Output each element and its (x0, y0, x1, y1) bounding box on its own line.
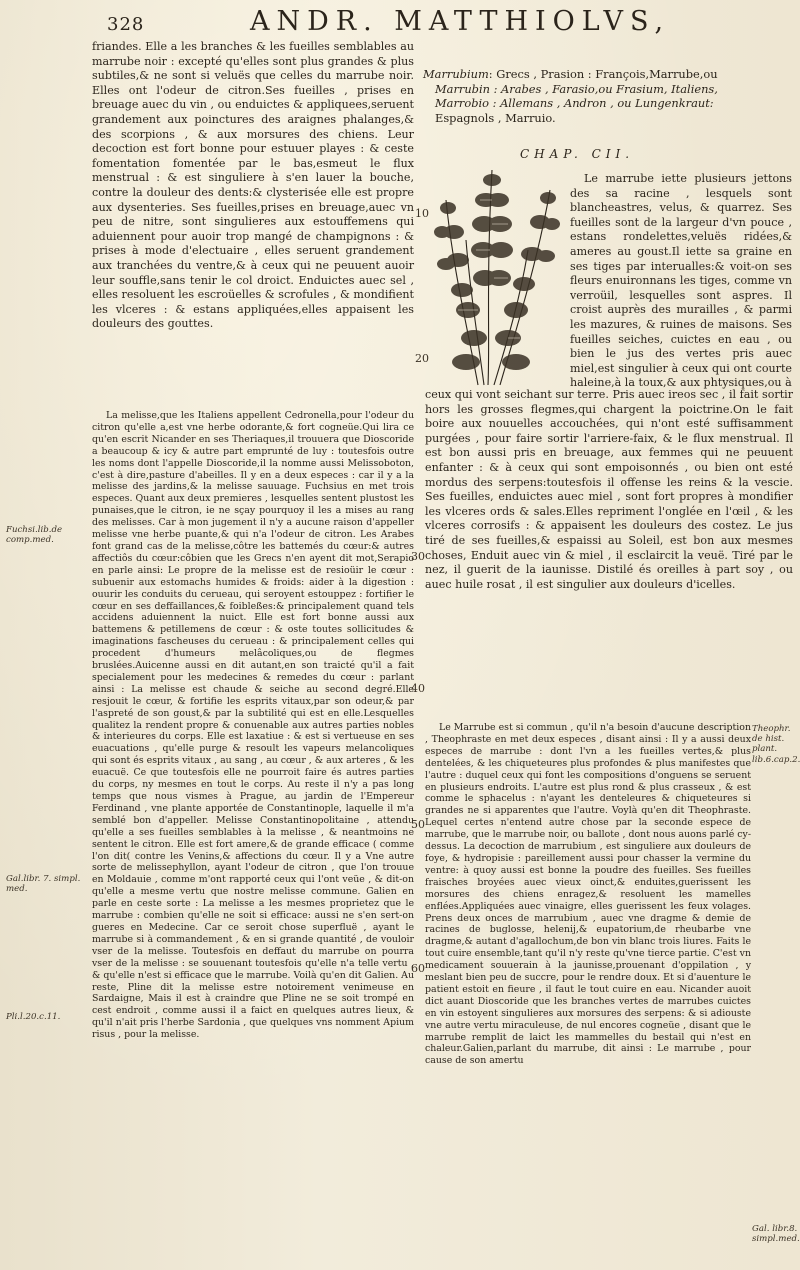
right-commentary-paragraph: Le Marrube est si commun , qu'il n'a besoin d'aucune description , Theophraste en met deux especes , disant ainsi : Il y a aussi deux especes de marrube : dont l'vn a les fueilles vertes,& plus dentelées, & les chiqueteures plus profondes & plus manifestes que l'autre : duquel ceux qui font les compositions d'onguens se seruent en plusieurs endroits. L'autre est plus rond & plus crasseux , & est comme le sphacelus : n'ayant les denteleures & chiqueteures si grandes ne si apparentes que l'autre. Voylà qu'en dit Theophraste. Lequel certes n'entend autre chose par la seconde espece de marrube, que le marrube noir, ou ballote , dont nous auons parlé cy-dessus. La decoction de marrubium , est singuliere aux douleurs de foye, & hydropisie : pareillement aussi pour chasser la vermine du ventre: à quoy aussi est bonne la poudre des fueilles. Ses fueilles fraisches broyées auec vieux oinct,& enduites,guerissent les morsures des chiens enragez,& resoluent les mamelles enflées.Appliquées auec vinaigre, elles guerissent les feux volages. Prens deux onces de marrubium , auec vne dragme & demie de racines de buglosse, helenij,& eupatorium,de rheubarbe vne dragme,& autant d'agallochum,de bon vin blanc trois liures. Faits le tout cuire ensemble,tant qu'il n'y reste qu'vne tierce partie. C'est vn medicament souuerain à la jaunisse,prouenant d'oppilation , y meslant bien peu de succre, pour le rendre doux. Et si d'auenture le patient estoit en fieure , il faut le tout cuire en eau. Nicander auoit dict auant Dioscoride que les branches vertes de marrubes cuictes en vin estoyent singulieres aux morsures des serpens: & si adiouste vne autre vertu miraculeuse, de nul encores cogneüe , disant que le marrube remplit de laict les mammelles du bestail qui n'est en chaleur.Galien,parlant du marrube, dit ainsi : Le marrube , pour cause de son amertu (425, 722, 751, 1067)
marrube-plant-woodcut-icon (428, 160, 566, 388)
running-header (0, 4, 800, 38)
right-main-text-wide (425, 388, 793, 690)
line-number-10: 10 (415, 207, 429, 220)
margin-note-galen-right: Gal. libr.8. simpl.med. (752, 1224, 800, 1245)
margin-note-galen-left: Gal.libr. 7. simpl. med. (6, 874, 81, 895)
line-number-20: 20 (415, 352, 429, 365)
line-number-30: 30 (411, 550, 425, 563)
chapter-heading: CHAP. CII. (520, 147, 635, 161)
names-line-1-rest: : Grecs , Prasion : François,Marrube,ou (488, 67, 718, 81)
plant-names-block (423, 67, 791, 125)
line-number-60: 60 (411, 962, 425, 975)
line-number-40: 40 (411, 682, 425, 695)
right-commentary-block (425, 722, 751, 1067)
names-line-1 (423, 67, 791, 82)
right-main-text-narrow (570, 172, 792, 392)
plant-illustration-svg (428, 160, 566, 388)
names-line-3: Marrobio : Allemans , Andron , ou Lungenkraut: (435, 96, 714, 111)
margin-note-theophrastus: Theophr. de hist. plant. lib.6.cap.2. (752, 724, 800, 765)
page-number: 328 (107, 14, 145, 35)
latin-name: Marrubium (423, 67, 489, 81)
left-commentary-block (92, 410, 414, 1041)
right-main-paragraph: Le marrube iette plusieurs jettons des sa racine , lesquels sont blancheastres, velus, & quarrez. Ses fueilles sont de la largeur d'vn pouce , estans rondelettes,veluës ridées,& ameres au goust.Il iette sa graine en ses tiges par interualles:& voit-on ses fleurs enuironnans les tiges, comme vn verroüil, lesquelles sont aspres. Il croist auprès des murailles , & parmi les mazures, & ruines de maisons. Ses fueilles seiches, cuictes en eau , ou bien le jus des vertes pris auec miel,est singulier à ceux qui ont courte haleine,à la toux,& aux phtysiques,ou à (570, 172, 792, 390)
running-title: ANDR. MATTHIOLVS, (250, 6, 671, 37)
line-number-50: 50 (411, 818, 425, 831)
margin-note-fuchs: Fuchsi.lib.de comp.med. (6, 525, 63, 546)
left-main-paragraph: friandes. Elle a les branches & les fueilles semblables au marrube noir : excepté qu'elles sont plus grandes & plus subtiles,& ne sont si veluës que celles du marrube noir. Elles ont l'odeur de citron.Ses fueilles , prises en breuage auec du vin , ou enduictes & appliquees,seruent grandement aux poinctures des araignes phalanges,& des scorpions , & aux morsures des chiens. Leur decoction est fort bonne pour estuuer playes : & ceste fomentation fomentée par le bas,esmeut le flux menstrual : & est singuliere à s'en lauer la bouche, contre la douleur des dents:& clysterisée elle est propre aux dysenteries. Ses fueilles,prises en breuage,auec vn peu de nitre, sont singulieres aux estouffemens qui aduiennent pour auoir trop mangé de champignons : & prises à mode d'electuaire , elles seruent grandement aux tranchées du ventre,& à ceux qui ne peuuent auoir leur souffle,sans tenir le col droict. Enduictes auec sel , elles resoluent les escroüelles & scrofules , & mondifient les vlceres : & estans appliquées,elles appaisent les douleurs des gouttes. (92, 40, 414, 331)
margin-note-pliny: Pli.l.20.c.11. (6, 1012, 61, 1022)
names-line-2: Marrubin : Arabes , Farasio,ou Frasium, Italiens, (435, 81, 718, 96)
names-line-4: Espagnols , Marruio. (435, 110, 556, 125)
left-main-text-block (92, 40, 414, 332)
right-main-paragraph-continued: ceux qui vont seichant sur terre. Pris auec ireos sec , il fait sortir hors les grosses flegmes,qui chargent la poictrine.On le fait boire aux nouuelles accouchées, qui n'ont esté suffisamment purgées , pour faire sortir l'arriere-faix, & le flux menstrual. Il est bon aussi pris en breuage, aux femmes qui ne peuuent enfanter : & à ceux qui sont empoisonnés , ou bien ont esté mordus des serpens:toutesfois il offense les reins & la vescie. Ses fueilles, enduictes auec miel , sont fort propres à mondifier les vlceres ords & sales.Elles repriment l'onglée en l'œil , & les vlceres corrosifs : & appaisent les douleurs des costez. Le jus tiré de ses fueilles,& espaissi au Soleil, est bon aux mesmes choses, Enduit auec vin & miel , il esclaircit la veuë. Tiré par le nez, il guerit de la iaunisse. Distilé és oreilles à part soy , ou auec huile rosat , il est singulier aux douleurs d'icelles. (425, 388, 793, 591)
left-commentary-paragraph: La melisse,que les Italiens appellent Cedronella,pour l'odeur du citron qu'elle a,est vne herbe odorante,& fort cogneüe.Qui lira ce qu'en escrit Nicander en ses Theriaques,il trouuera que Dioscoride a beaucoup & icy & autre part emprunté de luy : toutesfois outre les noms dont l'appelle Dioscoride,il la nomme aussi Melissoboton, c'est à dire,pasture d'abeilles. Il y en a deux especes : car il y a la melisse des jardins,& la melisse sauuage. Fuchsius en met trois especes. Quant aux deux premieres , lesquelles sentent plustost les punaises,que le citron, ie ne sçay pourquoy il les a mises au rang des melisses. Car à mon jugement il n'y a aucune raison d'appeller melisse vne herbe puante,& qui n'a l'odeur de citron. Les Arabes font grand cas de la melisse,côtre les battemés du cœur:& autres affectiôs du cœur:côbien que les Grecs n'en ayent dit mot,Serapio en parle ainsi: Le propre de la melisse est de resioüir le cœur : subuenir aux estomachs humides & froids: aider à la digestion : ouurir les conduits du cerueau, qui seroyent estouppez : fortifier le cœur en ses deffaillances,& foibleßes:& principalement quand tels accidens aduiennent la nuict. Elle est fort bonne aussi aux battemens & petillemens de cœur : & oste toutes sollicitudes & imaginations fascheuses du cerueau : & principalement celles qui procedent d'humeurs melâcoliques,ou de flegmes bruslées.Auicenne aussi en dit autant,en son traicté qu'il a fait specialement pour les medecines & remedes du cœur : parlant ainsi : La melisse est chaude & seiche au second degré.Elle resjouit le cœur, & fortifie les esprits vitaux,par son odeur,& par l'aspreté de son goust,& par la subtilité qui est en elle.Lesquelles qualitez la rendent propre & conuenable aux autres parties nobles & interieures du corps. Elle est laxatiue : & est si vertueuse en ses euacuations , qu'elle purge & resoult les vapeurs melancoliques qui sont és esprits vitaux , au sang , au cœur , & aux arteres , & les euacuë. Ce que toutesfois elle ne pourroit faire és autres parties du corps, ny mesmes en tout le corps. Au reste il n'y a pas long temps que nous vismes à Prague, au jardin de l'Empereur Ferdinand , vne plante apportée de Constantinople, laquelle il m'a semblé bon d'appeller. Melisse Constantinopolitaine , attendu qu'elle a ses fueilles semblables à la melisse , & neantmoins ne sentent le citron. Elle est fort amere,& de grande efficace ( comme l'on dit( contre les Venins,& affections du cœur. Il y a Vne autre sorte de melissephyllon, ayant l'odeur de citron , que l'on trouue en Moldauie , comme m'ont rapporté ceux qui l'ont veüe , & dit-on qu'elle a mesme vertu que nostre melisse commune. Galien en parle en ceste sorte : La melisse a les mesmes proprietez que le marrube : combien qu'elle ne soit si efficace: aussi ne s'en sert-on gueres en Medecine. Car ce seroit chose superfluë , ayant le marrube si à commandement , & en si grande quantité , de vouloir vser de la melisse. Toutesfois en deffaut du marrube on pourra vser de la melisse : se souuenant toutesfois qu'elle n'a telle vertu , & qu'elle n'est si efficace que le marrube. Voilà qu'en dit Galien. Au reste, Pline dit la melisse estre notoirement venimeuse en Sardaigne, Mais il est à craindre que Pline ne se soit trompé en cest endroit , comme aussi il a faict en quelques autres lieux, & qu'il n'ait pris l'herbe Sardonia , que quelques vns nomment Apium risus , pour la melisse. (92, 410, 414, 1041)
